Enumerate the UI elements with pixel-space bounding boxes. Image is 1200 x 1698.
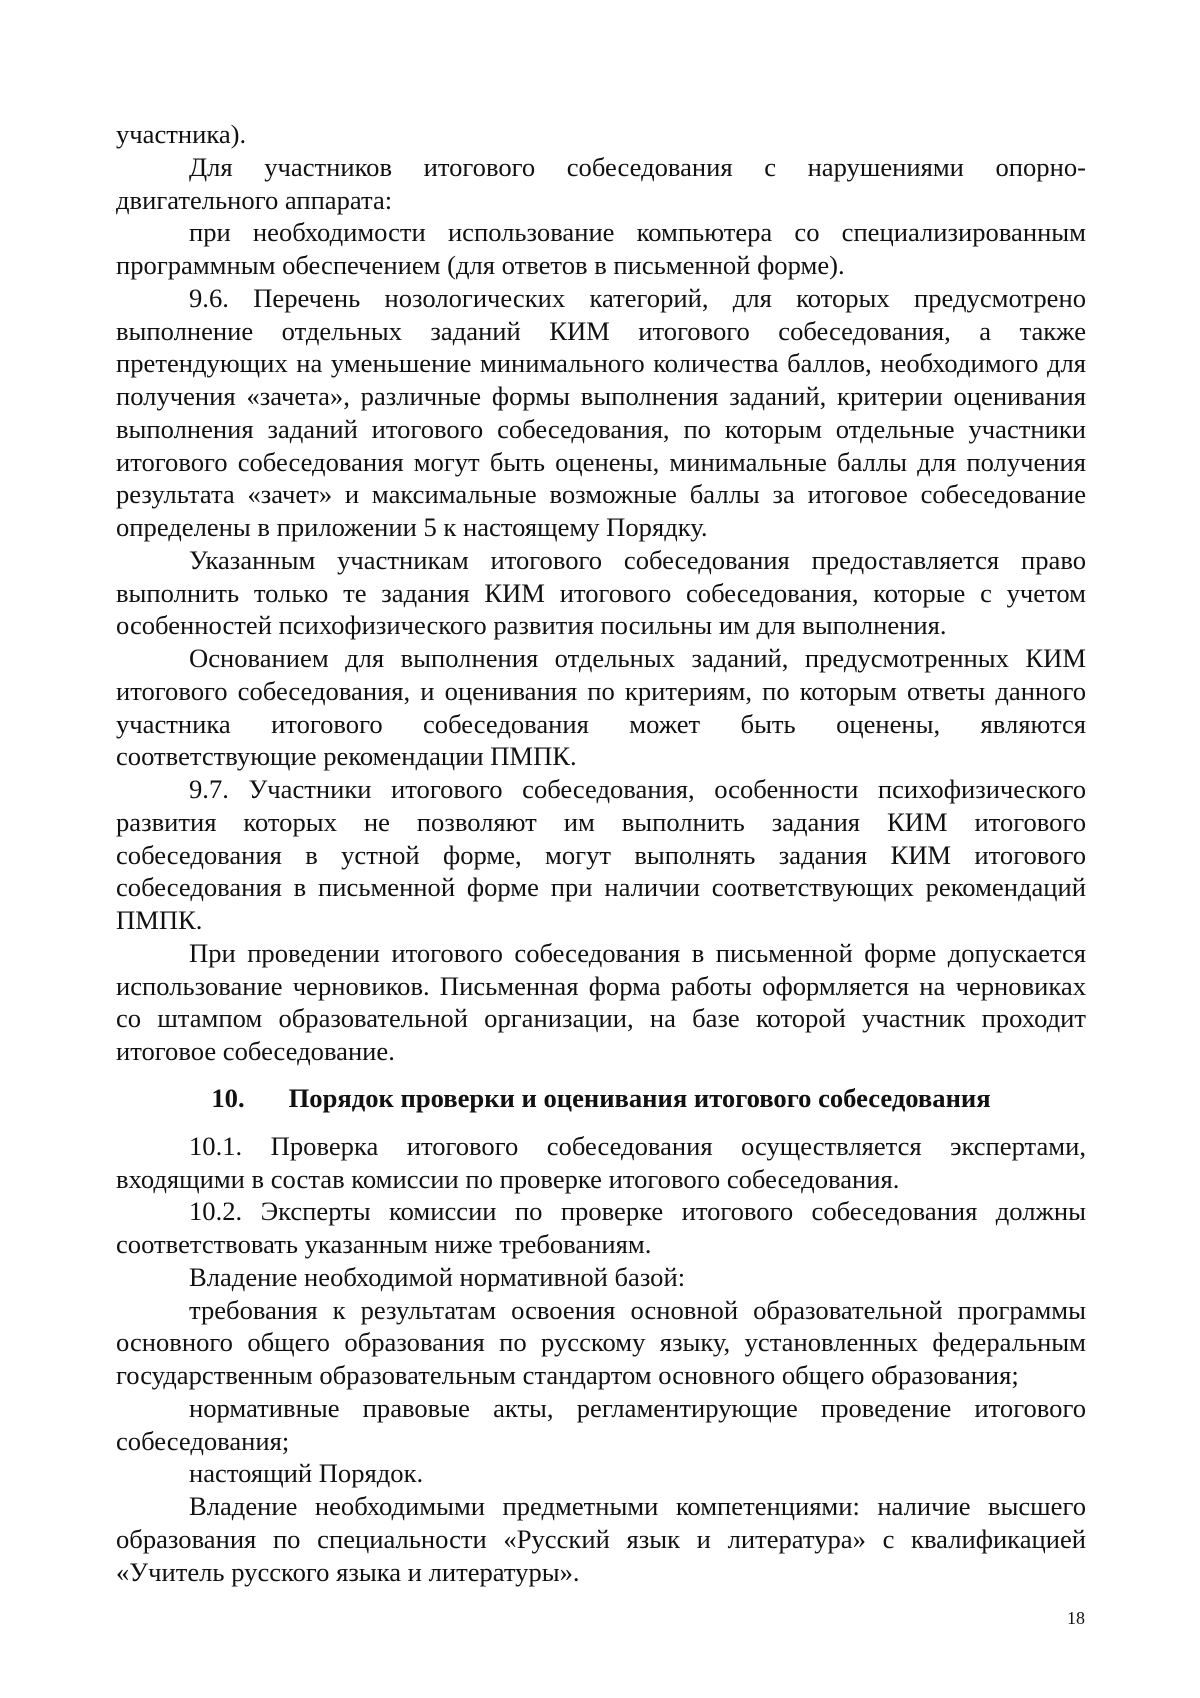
paragraph: Основанием для выполнения отдельных заданий, предусмотренных КИМ итогового собеседования, и оценивания по критериям, по которым ответы данного участника итогового собеседования может быть оценены, являются соответствующие рекомендации ПМПК. (116, 643, 1086, 772)
paragraph: при необходимости использование компьютера со специализированным программным обеспечением (для ответов в письменной форме). (116, 217, 1086, 280)
paragraph: Указанным участникам итогового собеседования предоставляется право выполнить только те задания КИМ итогового собеседования, которые с учетом особенностей психофизического развития посильны им для выполнения. (116, 544, 1086, 641)
paragraph: нормативные правовые акты, регламентирующие проведение итогового собеседования; (116, 1392, 1086, 1456)
paragraph: 10.1. Проверка итогового собеседования осуществляется экспертами, входящими в состав комиссии по проверке итогового собеседования. (116, 1130, 1086, 1194)
paragraph: требования к результатам освоения основной образовательной программы основного общего образования по русскому языку, установленных федеральным государственным образовательным стандартом основного общего образования; (116, 1294, 1086, 1390)
paragraph: Владение необходимыми предметными компетенциями: наличие высшего образования по специальности «Русский язык и литература» с квалификацией «Учитель русского языка и литературы». (116, 1491, 1086, 1587)
paragraph: 9.6. Перечень нозологических категорий, для которых предусмотрено выполнение отдельных заданий КИМ итогового собеседования, а также претендующих на уменьшение минимального количества баллов, необходимого для получения «зачета», различные формы выполнения заданий, критерии оценивания выполнения заданий итогового собеседования, по которым отдельные участники итогового собеседования могут быть оценены, минимальные баллы для получения результата «зачет» и максимальные возможные баллы за итоговое собеседование определены в приложении 5 к настоящему Порядку. (116, 282, 1086, 542)
section-number: 10. (211, 1082, 245, 1113)
paragraph: При проведении итогового собеседования в письменной форме допускается использование черновиков. Письменная форма работы оформляется на черновиках со штампом образовательной организации, на базе которой участник проходит итоговое собеседование. (116, 937, 1086, 1066)
paragraph: настоящий Порядок. (189, 1458, 424, 1489)
paragraph: 9.7. Участники итогового собеседования, особенности психофизического развития которых не позволяют им выполнить задания КИМ итогового собеседования в устной форме, могут выполнять задания КИМ итогового собеседования в письменной форме при наличии соответствующих рекомендаций ПМПК. (116, 774, 1086, 935)
page-number: 18 (1067, 1608, 1085, 1628)
document-page (116, 118, 1086, 1588)
paragraph: Для участников итогового собеседования с нарушениями опорно-двигательного аппарата: (116, 151, 1086, 215)
body-text-before-heading (116, 118, 1086, 1068)
body-text-after-heading (116, 1130, 1086, 1589)
paragraph: 10.2. Эксперты комиссии по проверке итогового собеседования должны соответствовать указанным ниже требованиям. (116, 1196, 1086, 1259)
section-title: Порядок проверки и оценивания итогового собеседования (288, 1082, 991, 1113)
section-heading (116, 1082, 1086, 1114)
paragraph: участника). (116, 119, 247, 149)
paragraph: Владение необходимой нормативной базой: (189, 1261, 686, 1292)
